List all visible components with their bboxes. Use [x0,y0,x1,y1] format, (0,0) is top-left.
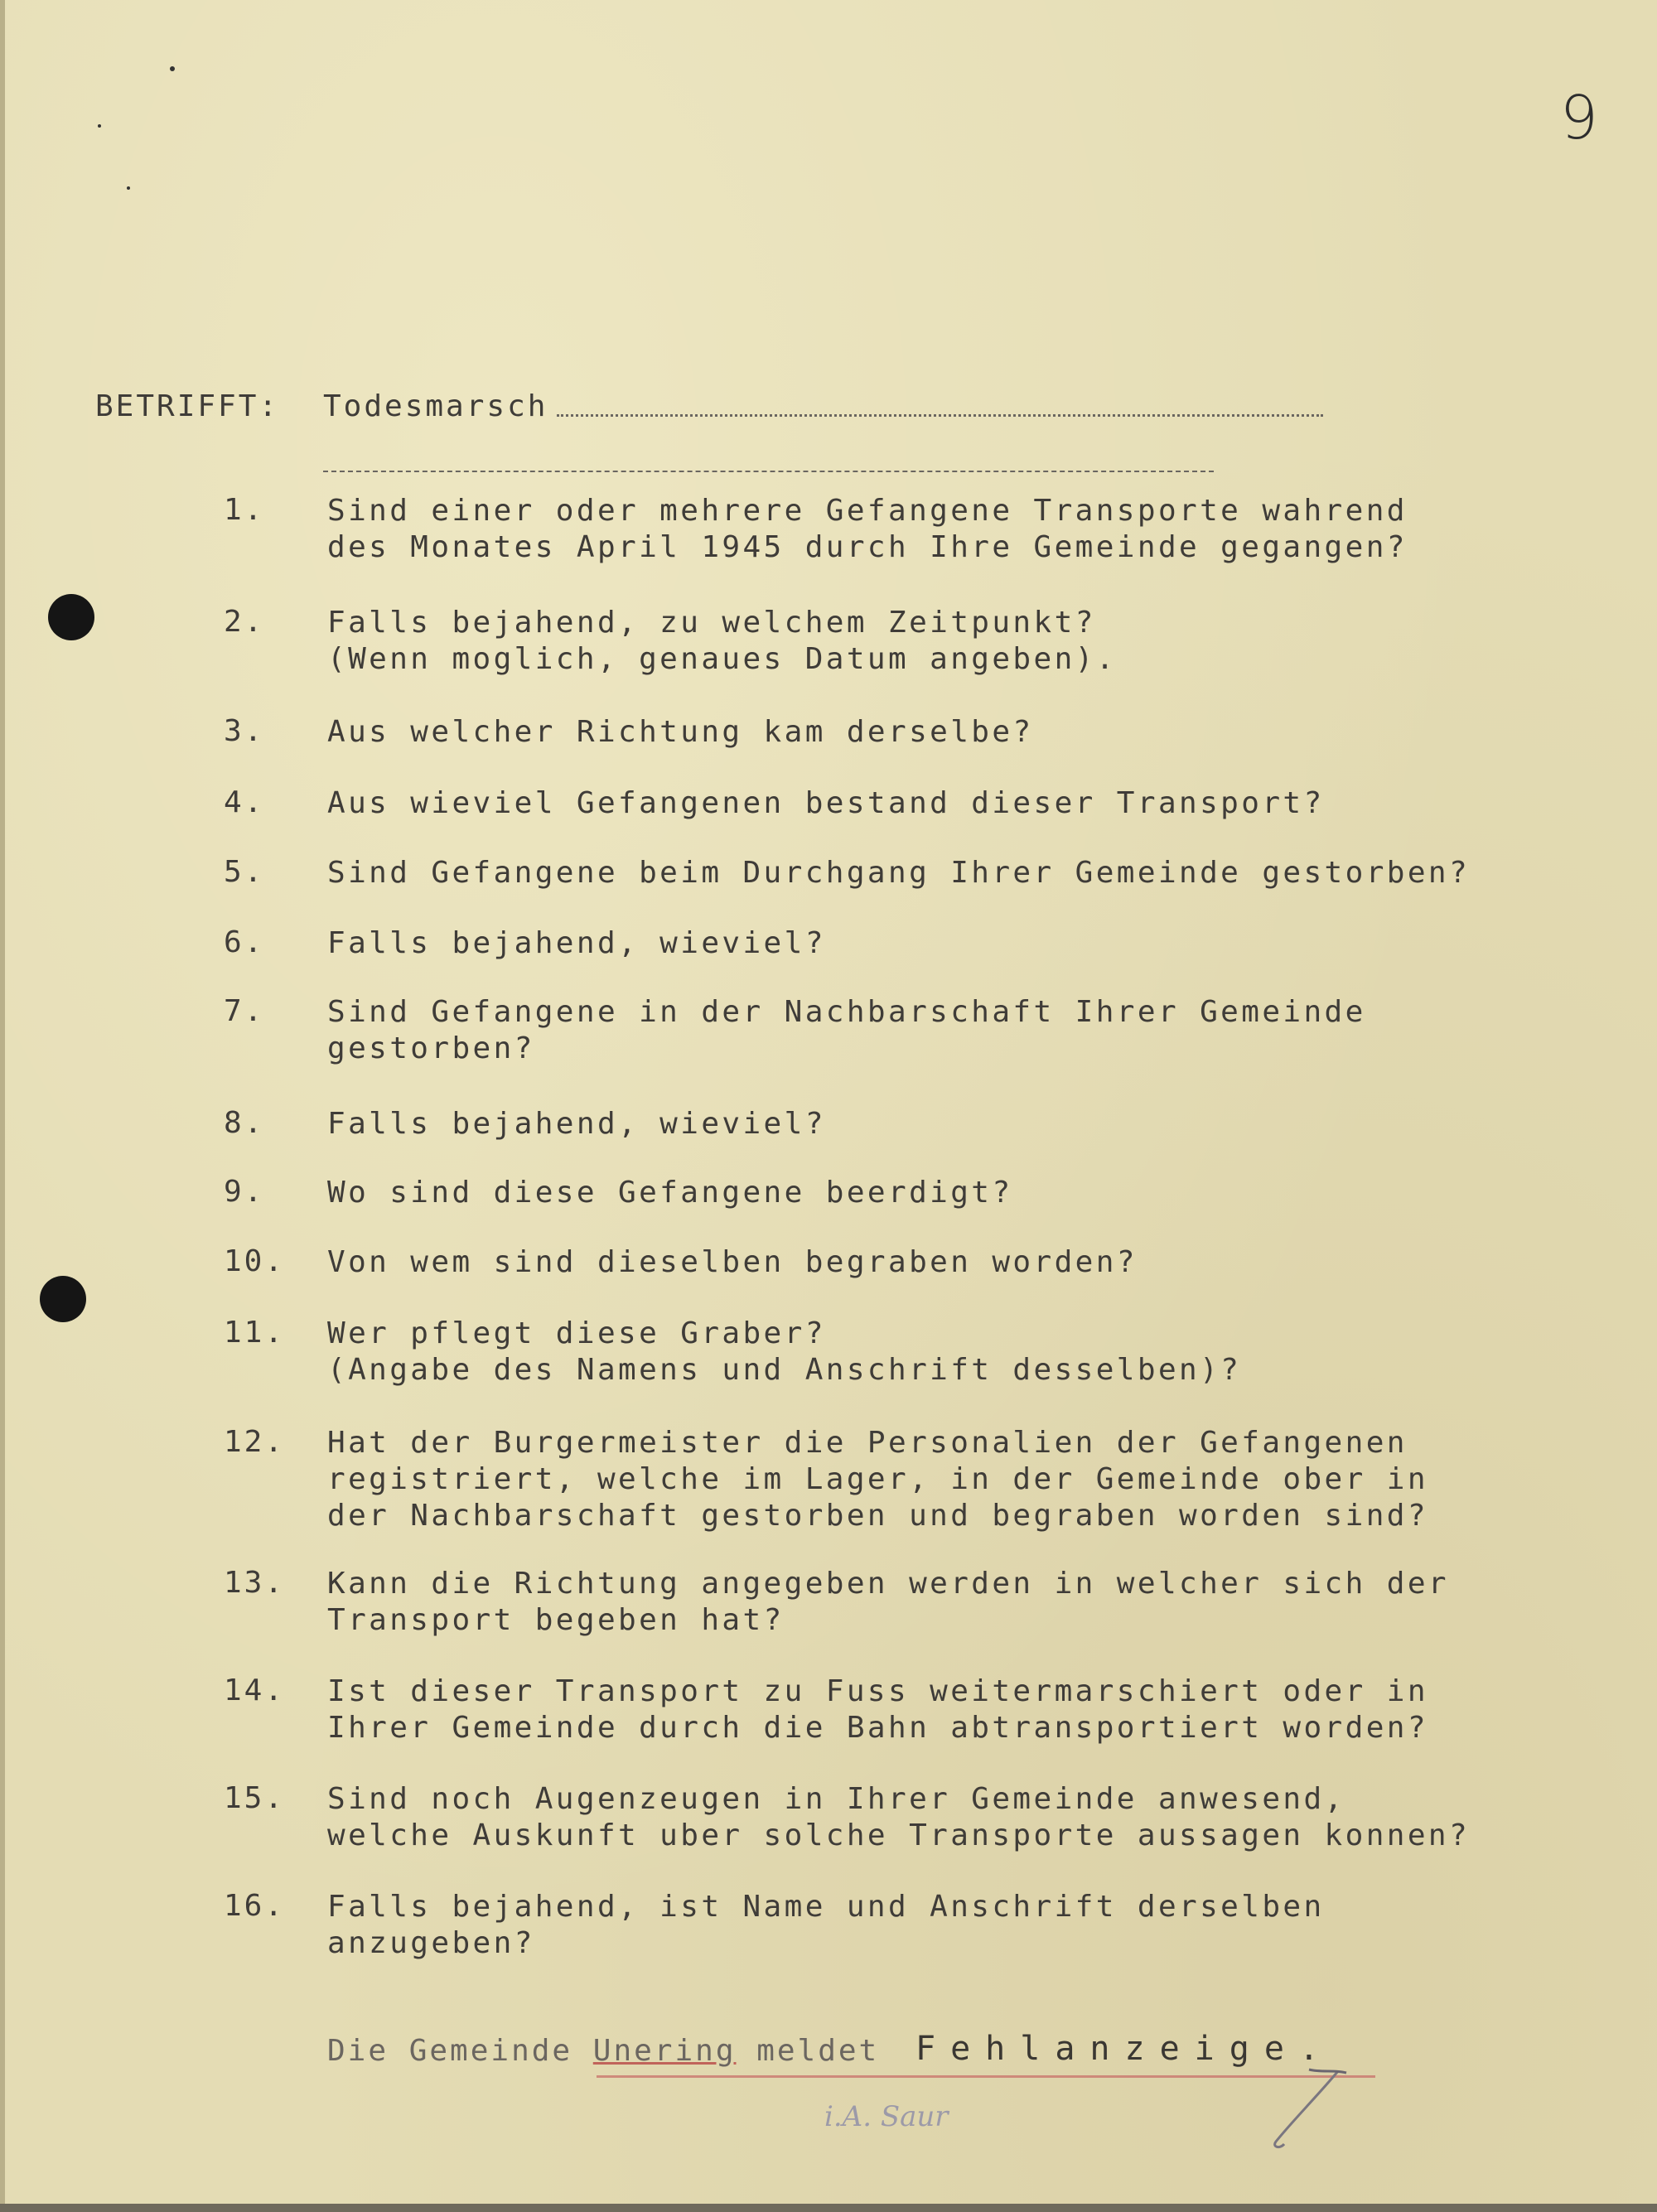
question-text: Falls bejahend, wieviel? [327,1107,826,1141]
punch-hole-icon [48,594,94,640]
question-text: Transport begeben hat? [327,1603,785,1637]
subject-value: Todesmarsch [323,389,548,423]
question-text: welche Auskunft uber solche Transporte aussagen konnen? [327,1818,1471,1852]
question-text: Hat der Burgermeister die Personalien der Gefangenen [327,1426,1408,1460]
report-statement [327,2034,879,2068]
question-text: (Angabe des Namens und Anschrift desselben)? [327,1353,1242,1387]
question-text: der Nachbarschaft gestorben und begraben worden sind? [327,1499,1428,1533]
question-number: 10. [224,1244,286,1278]
report-prefix: Die Gemeinde [327,2034,573,2068]
question-number: 11. [224,1316,286,1350]
subject-label: BETRIFFT: [95,389,280,423]
question-number: 12. [224,1425,286,1459]
page-number: 9 [1560,83,1598,152]
ink-speck [98,124,101,128]
question-text: Ist dieser Transport zu Fuss weitermarschiert oder in [327,1674,1428,1708]
dashed-separator [323,471,1214,472]
punch-hole-icon [40,1276,86,1322]
signature-mark-icon [1259,2063,1359,2154]
question-text: gestorben? [327,1031,535,1065]
report-verb: meldet [756,2034,880,2068]
red-pencil-underline [597,2075,1375,2078]
page-left-edge [0,0,5,2212]
question-text: Falls bejahend, wieviel? [327,926,826,960]
question-number: 3. [224,714,265,748]
dotted-fill-line [557,414,1323,417]
question-text: Von wem sind dieselben begraben worden? [327,1245,1138,1279]
question-number: 9. [224,1175,265,1209]
question-number: 13. [224,1566,286,1600]
ink-speck [170,66,175,71]
question-text: Kann die Richtung angegeben werden in welcher sich der [327,1567,1449,1601]
question-text: anzugeben? [327,1926,535,1960]
question-text: des Monates April 1945 durch Ihre Gemeinde gegangen? [327,530,1408,564]
ink-speck [127,186,130,190]
question-text: Sind noch Augenzeugen in Ihrer Gemeinde anwesend, [327,1782,1345,1816]
question-number: 1. [224,493,265,527]
question-number: 7. [224,994,265,1028]
question-text: Falls bejahend, zu welchem Zeitpunkt? [327,606,1096,640]
question-number: 2. [224,605,265,639]
question-number: 5. [224,855,265,889]
question-number: 16. [224,1889,286,1923]
question-text: (Wenn moglich, genaues Datum angeben). [327,642,1117,676]
handwritten-initials: i.A. Saur [824,2100,949,2133]
question-text: registriert, welche im Lager, in der Gemeinde ober in [327,1462,1428,1496]
question-number: 8. [224,1106,265,1140]
question-text: Sind Gefangene beim Durchgang Ihrer Gemeinde gestorben? [327,856,1471,890]
page-bottom-edge [0,2204,1657,2212]
question-number: 6. [224,925,265,959]
question-text: Falls bejahend, ist Name und Anschrift derselben [327,1890,1325,1924]
question-text: Aus wieviel Gefangenen bestand dieser Transport? [327,786,1325,820]
report-municipality: Unering [592,2034,737,2068]
question-text: Aus welcher Richtung kam derselbe? [327,715,1034,749]
question-number: 15. [224,1781,286,1815]
question-number: 14. [224,1673,286,1707]
question-text: Sind Gefangene in der Nachbarschaft Ihrer Gemeinde [327,995,1366,1029]
question-text: Ihrer Gemeinde durch die Bahn abtransportiert worden? [327,1711,1428,1745]
question-number: 4. [224,785,265,819]
report-result: Fehlanzeige. [915,2030,1334,2068]
question-text: Wo sind diese Gefangene beerdigt? [327,1176,1013,1210]
question-text: Sind einer oder mehrere Gefangene Transporte wahrend [327,494,1408,528]
question-text: Wer pflegt diese Graber? [327,1316,826,1350]
